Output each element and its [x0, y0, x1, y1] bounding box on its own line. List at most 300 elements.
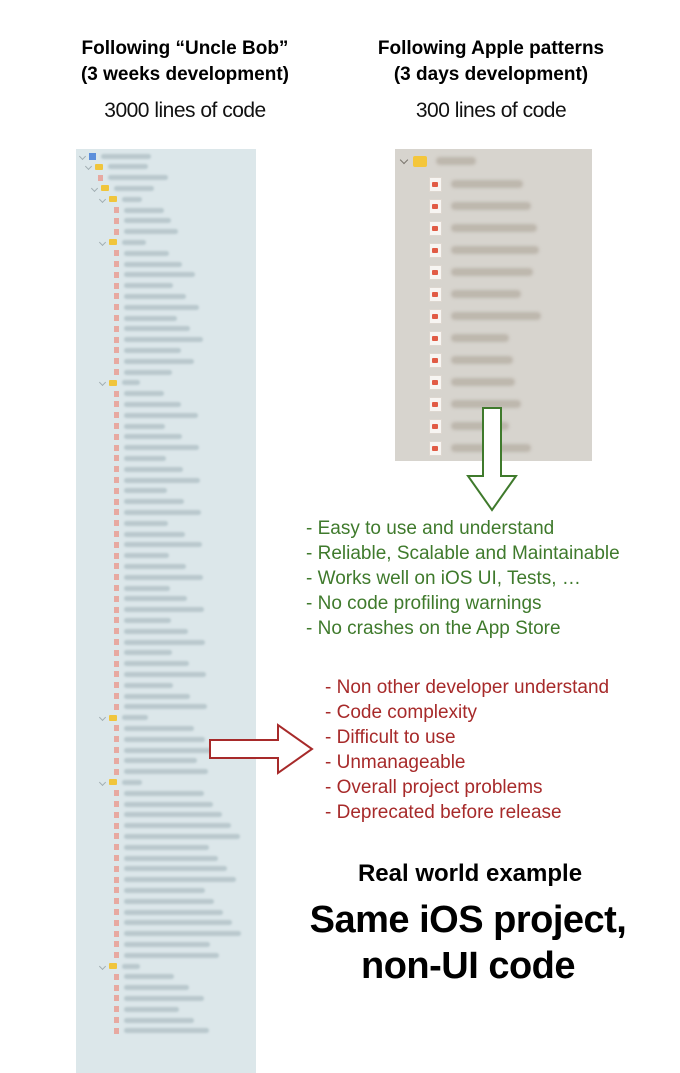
tree-file-row	[114, 337, 203, 343]
disclosure-chevron-icon	[79, 152, 86, 159]
tree-file-row	[114, 358, 194, 364]
swift-file-icon	[114, 412, 119, 418]
blurred-filename	[124, 337, 203, 342]
swift-file-icon	[114, 347, 119, 353]
blurred-filename	[124, 359, 194, 364]
blurred-filename	[122, 780, 142, 785]
swift-file-icon	[114, 369, 119, 375]
blurred-filename	[124, 877, 236, 882]
swift-file-icon	[114, 790, 119, 796]
swift-file-icon	[114, 920, 119, 926]
cons-list	[325, 675, 609, 825]
blurred-filename	[124, 845, 209, 850]
swift-file-icon	[114, 650, 119, 656]
tree-file-row	[114, 920, 232, 926]
swift-file-icon	[114, 725, 119, 731]
swift-file-icon	[114, 833, 119, 839]
folder-icon	[109, 779, 117, 785]
tree-file-row	[114, 553, 169, 559]
tree-file-row	[114, 466, 183, 472]
swift-file-icon	[114, 844, 119, 850]
blurred-filename	[124, 229, 178, 234]
swift-file-icon	[114, 229, 119, 235]
blurred-filename	[124, 542, 202, 547]
tree-file-row	[80, 153, 151, 159]
blurred-filename	[451, 224, 537, 232]
tree-file-row	[429, 287, 521, 301]
swift-file-icon	[114, 639, 119, 645]
swift-file-icon	[114, 909, 119, 915]
swift-file-icon	[114, 293, 119, 299]
blurred-filename	[124, 618, 171, 623]
arrow-down-icon	[464, 406, 520, 512]
tree-file-row	[429, 177, 523, 191]
blurred-filename	[124, 629, 188, 634]
tree-file-row	[98, 175, 168, 181]
tree-file-row	[114, 650, 172, 656]
blurred-filename	[124, 704, 207, 709]
left-column-heading	[30, 36, 340, 88]
swift-file-icon	[114, 499, 119, 505]
swift-file-icon	[429, 287, 442, 302]
swift-file-icon	[114, 315, 119, 321]
tree-file-row	[114, 682, 173, 688]
swift-file-icon	[114, 283, 119, 289]
blurred-filename	[124, 823, 231, 828]
swift-file-icon	[114, 898, 119, 904]
tree-file-row	[114, 445, 199, 451]
tree-file-row	[114, 725, 194, 731]
blurred-filename	[122, 380, 140, 385]
swift-file-icon	[429, 243, 442, 258]
tree-file-row	[114, 488, 167, 494]
swift-file-icon	[114, 358, 119, 364]
right-column-loc: 300 lines of code	[415, 99, 567, 122]
tree-file-row	[114, 769, 208, 775]
swift-file-icon	[114, 931, 119, 937]
tree-file-row	[114, 931, 241, 937]
tree-file-row	[114, 218, 171, 224]
pros-list	[306, 516, 620, 641]
tree-file-row	[114, 423, 165, 429]
blurred-filename	[124, 391, 164, 396]
blurred-filename	[122, 240, 146, 245]
blurred-filename	[124, 218, 171, 223]
tree-file-row	[114, 941, 210, 947]
blurred-filename	[124, 812, 222, 817]
tree-file-row	[114, 531, 185, 537]
tree-file-row	[114, 563, 186, 569]
swift-file-icon	[114, 877, 119, 883]
blurred-filename	[124, 931, 241, 936]
blurred-filename	[124, 607, 204, 612]
swift-file-icon	[114, 207, 119, 213]
folder-icon	[109, 239, 117, 245]
blurred-filename	[124, 370, 172, 375]
headline-line-2: non-UI code	[360, 945, 576, 987]
tree-file-row	[429, 199, 531, 213]
blurred-filename	[124, 326, 190, 331]
tree-file-row	[114, 855, 218, 861]
swift-file-icon	[429, 221, 442, 236]
blurred-filename	[124, 305, 199, 310]
folder-icon	[109, 380, 117, 386]
swift-file-icon	[114, 455, 119, 461]
swift-file-icon	[114, 941, 119, 947]
tree-file-row	[114, 1006, 179, 1012]
blurred-filename	[124, 737, 205, 742]
blurred-filename	[124, 920, 232, 925]
cons-item: - Deprecated before release	[325, 802, 562, 823]
swift-file-icon	[114, 628, 119, 634]
blurred-filename	[124, 748, 216, 753]
cons-item: - Unmanageable	[325, 752, 466, 773]
tree-file-row	[114, 391, 164, 397]
tree-folder-row	[395, 154, 476, 168]
swift-file-icon	[114, 337, 119, 343]
blurred-filename	[451, 334, 509, 342]
tree-file-row	[114, 455, 166, 461]
tree-file-row	[114, 898, 214, 904]
folder-icon	[95, 164, 103, 170]
tree-file-row	[429, 243, 539, 257]
blurred-filename	[101, 154, 151, 159]
blurred-filename	[124, 402, 181, 407]
blurred-filename	[124, 445, 199, 450]
blurred-filename	[122, 964, 140, 969]
swift-file-icon	[114, 1006, 119, 1012]
blurred-filename	[124, 467, 183, 472]
tree-file-row	[114, 736, 205, 742]
swift-file-icon	[114, 661, 119, 667]
tree-file-row	[114, 261, 182, 267]
swift-file-icon	[114, 509, 119, 515]
blurred-filename	[451, 268, 533, 276]
left-column-loc: 3000 lines of code	[104, 99, 266, 122]
tree-file-row	[114, 293, 186, 299]
blurred-filename	[124, 499, 184, 504]
tree-file-row	[114, 877, 236, 883]
tree-folder-row	[86, 164, 148, 170]
tree-file-row	[114, 1017, 194, 1023]
blurred-filename	[124, 856, 218, 861]
swift-file-icon	[429, 331, 442, 346]
swift-file-icon	[114, 304, 119, 310]
blurred-filename	[124, 521, 168, 526]
blurred-filename	[124, 413, 198, 418]
tree-file-row	[114, 347, 181, 353]
swift-file-icon	[114, 769, 119, 775]
cons-item: - Non other developer understand	[325, 677, 610, 698]
tree-file-row	[114, 509, 201, 515]
blurred-filename	[124, 564, 186, 569]
blurred-filename	[124, 596, 187, 601]
tree-folder-row	[100, 380, 140, 386]
tree-file-row	[114, 758, 197, 764]
tree-file-row	[114, 887, 205, 893]
pros-item: - Reliable, Scalable and Maintainable	[306, 543, 620, 564]
disclosure-chevron-icon	[99, 379, 106, 386]
blurred-filename	[436, 157, 476, 165]
folder-icon	[413, 156, 427, 167]
cons-item: - Overall project problems	[325, 777, 543, 798]
blurred-filename	[124, 283, 173, 288]
tree-file-row	[114, 574, 203, 580]
swift-file-icon	[114, 531, 119, 537]
tree-file-row	[429, 331, 509, 345]
blurred-filename	[451, 246, 539, 254]
blurred-filename	[124, 899, 214, 904]
swift-file-icon	[114, 574, 119, 580]
blurred-filename	[124, 953, 219, 958]
pros-item: - No code profiling warnings	[306, 593, 542, 614]
folder-icon	[109, 196, 117, 202]
swift-file-icon	[114, 401, 119, 407]
blurred-filename	[124, 683, 173, 688]
tree-file-row	[429, 353, 513, 367]
blurred-filename	[451, 312, 541, 320]
blurred-filename	[451, 290, 521, 298]
tree-file-row	[114, 585, 170, 591]
swift-file-icon	[114, 952, 119, 958]
swift-file-icon	[98, 175, 103, 181]
tree-file-row	[114, 369, 172, 375]
tree-file-row	[114, 229, 178, 235]
swift-file-icon	[114, 747, 119, 753]
blurred-filename	[124, 586, 170, 591]
swift-file-icon	[114, 272, 119, 278]
tree-file-row	[114, 477, 200, 483]
tree-folder-row	[100, 779, 142, 785]
tree-file-row	[114, 995, 204, 1001]
tree-file-row	[114, 801, 213, 807]
swift-file-icon	[114, 855, 119, 861]
left-column-title: Following “Uncle Bob”	[81, 38, 289, 59]
swift-file-icon	[114, 218, 119, 224]
swift-file-icon	[114, 823, 119, 829]
blurred-filename	[124, 316, 177, 321]
tree-file-row	[114, 671, 206, 677]
disclosure-chevron-icon	[99, 196, 106, 203]
tree-file-row	[114, 823, 231, 829]
right-column-subtitle: (3 days development)	[393, 64, 589, 85]
tree-file-row	[114, 499, 184, 505]
blurred-filename	[124, 251, 169, 256]
blurred-filename	[451, 356, 513, 364]
swift-file-icon	[114, 261, 119, 267]
swift-file-icon	[114, 801, 119, 807]
swift-file-icon	[429, 375, 442, 390]
blurred-filename	[124, 802, 213, 807]
blurred-filename	[122, 715, 148, 720]
project-icon	[89, 153, 96, 160]
blurred-filename	[124, 758, 197, 763]
blurred-filename	[124, 866, 227, 871]
swift-file-icon	[114, 704, 119, 710]
swift-file-icon	[114, 985, 119, 991]
blurred-filename	[124, 262, 182, 267]
swift-file-icon	[114, 693, 119, 699]
blurred-filename	[124, 478, 200, 483]
cons-item: - Difficult to use	[325, 727, 456, 748]
tree-file-row	[114, 628, 188, 634]
tree-file-row	[114, 985, 189, 991]
left-column-subtitle: (3 weeks development)	[80, 64, 290, 85]
tree-file-row	[114, 596, 187, 602]
tree-file-row	[114, 304, 199, 310]
blurred-filename	[124, 424, 165, 429]
blurred-filename	[114, 186, 154, 191]
blurred-filename	[124, 974, 174, 979]
blurred-filename	[124, 694, 190, 699]
tree-folder-row	[92, 185, 154, 191]
tree-file-row	[114, 326, 190, 332]
tree-file-row	[114, 833, 240, 839]
tree-file-row	[114, 790, 204, 796]
blurred-filename	[124, 553, 169, 558]
swift-file-icon	[429, 309, 442, 324]
swift-file-icon	[114, 466, 119, 472]
blurred-filename	[124, 208, 164, 213]
swift-file-icon	[114, 974, 119, 980]
tree-folder-row	[100, 715, 148, 721]
blurred-filename	[451, 378, 515, 386]
swift-file-icon	[114, 520, 119, 526]
tree-file-row	[114, 844, 209, 850]
tree-file-row	[114, 617, 171, 623]
tree-file-row	[114, 747, 216, 753]
tree-file-row	[114, 434, 182, 440]
swift-file-icon	[114, 542, 119, 548]
disclosure-chevron-icon	[91, 185, 98, 192]
blurred-filename	[124, 791, 204, 796]
disclosure-chevron-icon	[99, 239, 106, 246]
folder-icon	[101, 185, 109, 191]
blurred-filename	[124, 575, 203, 580]
tree-file-row	[114, 520, 168, 526]
tree-file-row	[114, 693, 190, 699]
swift-file-icon	[114, 563, 119, 569]
swift-file-icon	[114, 812, 119, 818]
blurred-filename	[124, 434, 182, 439]
tree-file-row	[114, 704, 207, 710]
tree-file-row	[114, 974, 174, 980]
tree-file-row	[114, 412, 198, 418]
blurred-filename	[124, 488, 167, 493]
blurred-filename	[451, 202, 531, 210]
blurred-filename	[124, 510, 201, 515]
swift-file-icon	[114, 423, 119, 429]
swift-file-icon	[429, 177, 442, 192]
blurred-filename	[124, 888, 205, 893]
swift-file-icon	[114, 596, 119, 602]
tree-file-row	[114, 283, 173, 289]
swift-file-icon	[114, 607, 119, 613]
tree-file-row	[114, 315, 177, 321]
blurred-filename	[124, 942, 210, 947]
swift-file-icon	[114, 391, 119, 397]
blurred-filename	[124, 834, 240, 839]
tree-file-row	[114, 250, 169, 256]
swift-file-icon	[114, 553, 119, 559]
swift-file-icon	[114, 617, 119, 623]
blurred-filename	[124, 640, 205, 645]
blurred-filename	[124, 769, 208, 774]
swift-file-icon	[114, 671, 119, 677]
folder-icon	[109, 963, 117, 969]
tree-file-row	[429, 309, 541, 323]
swift-file-icon	[114, 736, 119, 742]
tree-file-row	[114, 607, 204, 613]
disclosure-chevron-icon	[99, 962, 106, 969]
blurred-filename	[124, 650, 172, 655]
blurred-filename	[124, 726, 194, 731]
blurred-filename	[124, 1018, 194, 1023]
blurred-filename	[124, 910, 223, 915]
tree-file-row	[114, 207, 164, 213]
tree-file-row	[114, 272, 195, 278]
tree-file-row	[429, 375, 515, 389]
headline-line-1: Same iOS project,	[309, 899, 627, 941]
arrow-right-icon	[208, 723, 314, 775]
disclosure-chevron-icon	[99, 779, 106, 786]
disclosure-chevron-icon	[99, 714, 106, 721]
tree-folder-row	[100, 196, 142, 202]
cons-item: - Code complexity	[325, 702, 478, 723]
tree-file-row	[114, 812, 222, 818]
blurred-filename	[124, 456, 166, 461]
real-world-label: Real world example	[357, 860, 583, 887]
blurred-filename	[124, 996, 204, 1001]
blurred-filename	[124, 672, 206, 677]
blurred-filename	[108, 164, 148, 169]
swift-file-icon	[114, 488, 119, 494]
swift-file-icon	[114, 434, 119, 440]
right-column-title: Following Apple patterns	[377, 38, 605, 59]
swift-file-icon	[429, 199, 442, 214]
swift-file-icon	[114, 477, 119, 483]
blurred-filename	[124, 532, 185, 537]
swift-file-icon	[114, 1017, 119, 1023]
blurred-filename	[124, 272, 195, 277]
tree-file-row	[114, 542, 202, 548]
left-project-tree	[76, 149, 256, 1073]
tree-file-row	[429, 221, 537, 235]
tree-file-row	[114, 661, 189, 667]
swift-file-icon	[114, 758, 119, 764]
headline	[310, 897, 627, 989]
tree-file-row	[114, 909, 223, 915]
tree-folder-row	[100, 963, 140, 969]
blurred-filename	[122, 197, 142, 202]
swift-file-icon	[429, 397, 442, 412]
pros-item: - Works well on iOS UI, Tests, …	[306, 568, 581, 589]
blurred-filename	[124, 294, 186, 299]
swift-file-icon	[114, 445, 119, 451]
swift-file-icon	[114, 585, 119, 591]
blurred-filename	[124, 1028, 209, 1033]
tree-file-row	[114, 1028, 209, 1034]
pros-item: - No crashes on the App Store	[306, 618, 561, 639]
swift-file-icon	[114, 1028, 119, 1034]
blurred-filename	[108, 175, 168, 180]
swift-file-icon	[429, 265, 442, 280]
swift-file-icon	[429, 419, 442, 434]
disclosure-chevron-icon	[400, 155, 408, 163]
tree-file-row	[114, 639, 205, 645]
swift-file-icon	[429, 353, 442, 368]
tree-folder-row	[100, 239, 146, 245]
